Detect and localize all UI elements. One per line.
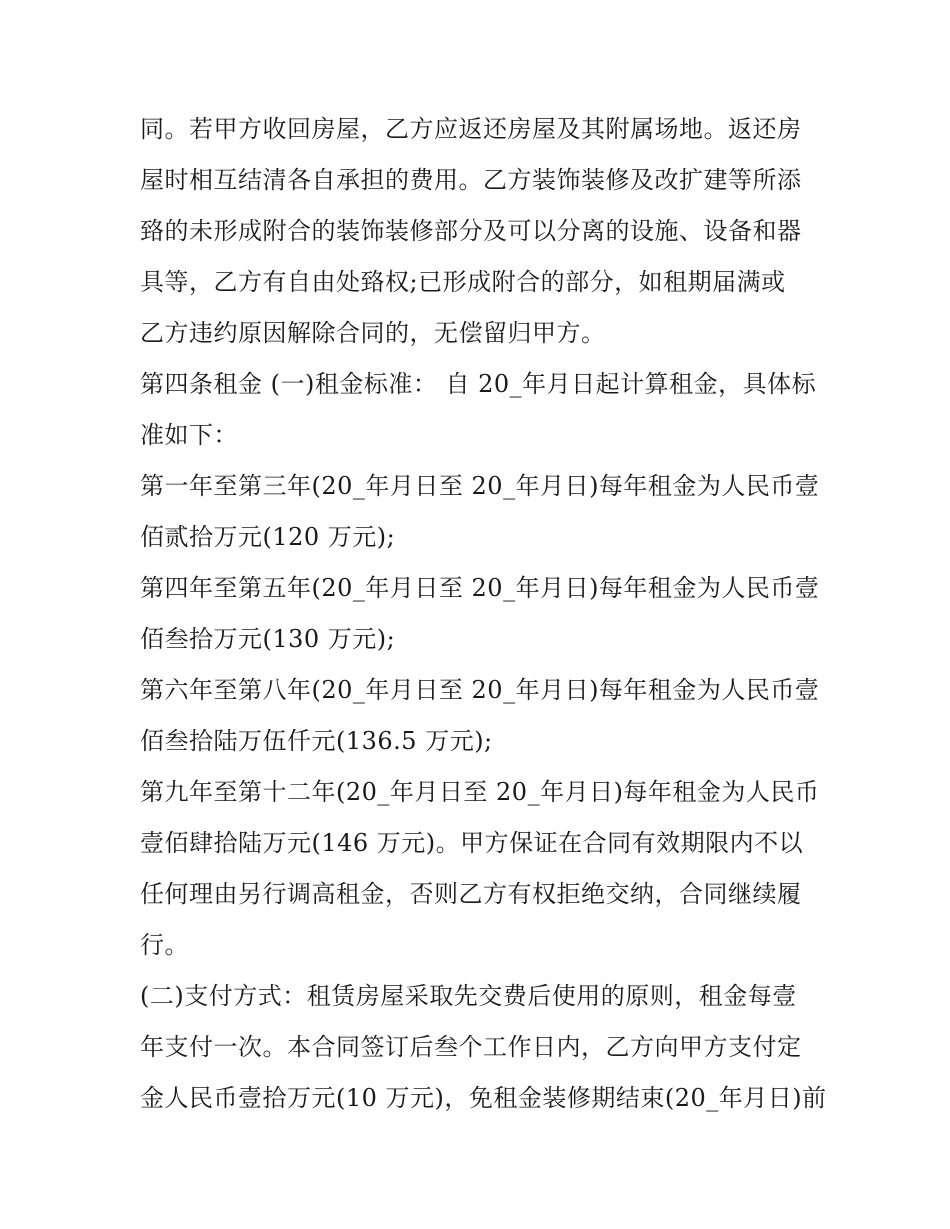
text-line: 年支付一次。本合同签订后叁个工作日内，乙方向甲方支付定 <box>140 1033 802 1061</box>
text-line: 第六年至第八年(20_年月日至 20_年月日)每年租金为人民币壹 <box>140 676 820 704</box>
text-line: 任何理由另行调高租金，否则乙方有权拒绝交纳，合同继续履 <box>140 880 802 908</box>
text-line: 准如下： <box>140 421 238 449</box>
text-line: 具等，乙方有自由处臵权;已形成附合的部分，如租期届满或 <box>140 268 786 296</box>
text-line: 金人民币壹拾万元(10 万元)，免租金装修期结束(20_年月日)前 <box>140 1084 827 1112</box>
text-line: (二)支付方式：租赁房屋采取先交费后使用的原则，租金每壹 <box>140 982 797 1010</box>
text-line: 壹佰肆拾陆万元(146 万元)。甲方保证在合同有效期限内不以 <box>140 829 804 857</box>
text-line: 臵的未形成附合的装饰装修部分及可以分离的设施、设备和器 <box>140 217 802 245</box>
text-line: 乙方违约原因解除合同的，无偿留归甲方。 <box>140 319 606 347</box>
text-line: 第一年至第三年(20_年月日至 20_年月日)每年租金为人民币壹 <box>140 472 820 500</box>
text-line: 行。 <box>140 931 189 959</box>
document-body <box>140 104 827 1124</box>
text-line: 佰叁拾万元(130 万元); <box>140 625 396 653</box>
text-line: 佰贰拾万元(120 万元); <box>140 523 396 551</box>
text-line: 屋时相互结清各自承担的费用。乙方装饰装修及改扩建等所添 <box>140 166 802 194</box>
text-line: 第四条租金 (一)租金标准： 自 20_年月日起计算租金，具体标 <box>140 370 817 398</box>
text-line: 第九年至第十二年(20_年月日至 20_年月日)每年租金为人民币 <box>140 778 820 806</box>
text-line: 同。若甲方收回房屋，乙方应返还房屋及其附属场地。返还房 <box>140 115 802 143</box>
text-line: 佰叁拾陆万伍仟元(136.5 万元); <box>140 727 493 755</box>
text-line: 第四年至第五年(20_年月日至 20_年月日)每年租金为人民币壹 <box>140 574 820 602</box>
